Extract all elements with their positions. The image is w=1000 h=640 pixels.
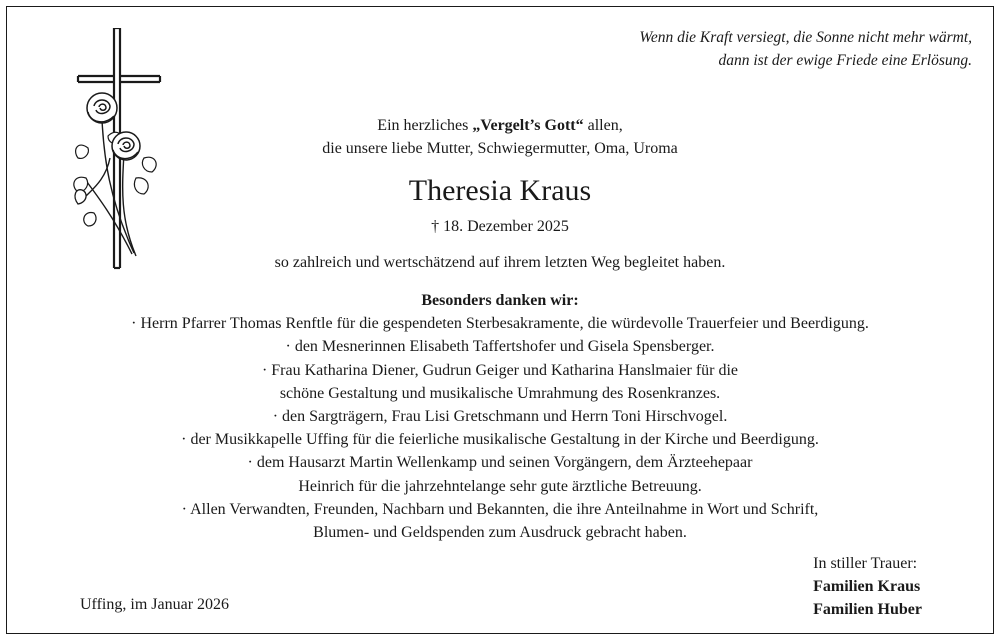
family-name: Familien Kraus [813,578,921,595]
acknowledgement-line: · Herrn Pfarrer Thomas Renftle für die gespendeten Sterbesakramente, die würdevolle Trauerfeier und Beerdigung. [131,315,869,333]
intro-text [0,114,1000,160]
thanks-line: so zahlreich und wertschätzend auf ihrem letzten Weg begleitet haben. [274,254,726,271]
intro-suffix: allen, [583,117,623,134]
acknowledgements-heading: Besonders danken wir: [421,292,579,309]
place-and-date: Uffing, im Januar 2026 [80,596,230,613]
acknowledgement-line: · den Sargträgern, Frau Lisi Gretschmann und Herrn Toni Hirschvogel. [272,408,728,426]
deceased-name: Theresia Kraus [408,174,592,207]
family-name: Familien Huber [813,601,922,618]
acknowledgement-line: · Frau Katharina Diener, Gudrun Geiger und Katharina Hanslmaier für die [261,361,739,379]
mourners-label: In stiller Trauer: [813,555,918,572]
mourners-block [813,552,922,621]
acknowledgement-line: · den Mesnerinnen Elisabeth Taffertshofer und Gisela Spensberger. [285,338,715,356]
acknowledgement-line: · der Musikkapelle Uffing für die feierliche musikalische Gestaltung in der Kirche und Beerdigung. [181,431,819,449]
epitaph-quote [639,26,972,72]
intro-highlight: „Vergelt’s Gott“ [472,117,584,134]
death-date: † 18. Dezember 2025 [431,218,569,235]
acknowledgements [0,289,1000,544]
intro-prefix: Ein herzliches [377,117,473,134]
acknowledgement-line: · Allen Verwandten, Freunden, Nachbarn und Bekannten, die ihre Anteilnahme in Wort und Schrift, [181,500,819,518]
acknowledgement-line: Blumen- und Geldspenden zum Ausdruck gebracht haben. [313,524,687,542]
intro-line-2: die unsere liebe Mutter, Schwiegermutter, Oma, Uroma [322,140,678,157]
quote-line: dann ist der ewige Friede eine Erlösung. [718,52,972,69]
intro-line-1 [0,114,1000,137]
quote-line: Wenn die Kraft versiegt, die Sonne nicht mehr wärmt, [639,29,972,46]
acknowledgement-line: schöne Gestaltung und musikalische Umrahmung des Rosenkranzes. [279,384,721,402]
acknowledgement-line: · dem Hausarzt Martin Wellenkamp und seinen Vorgängern, dem Ärzteehepaar [247,454,753,472]
acknowledgement-line: Heinrich für die jahrzehntelange sehr gute ärztliche Betreuung. [298,477,702,495]
